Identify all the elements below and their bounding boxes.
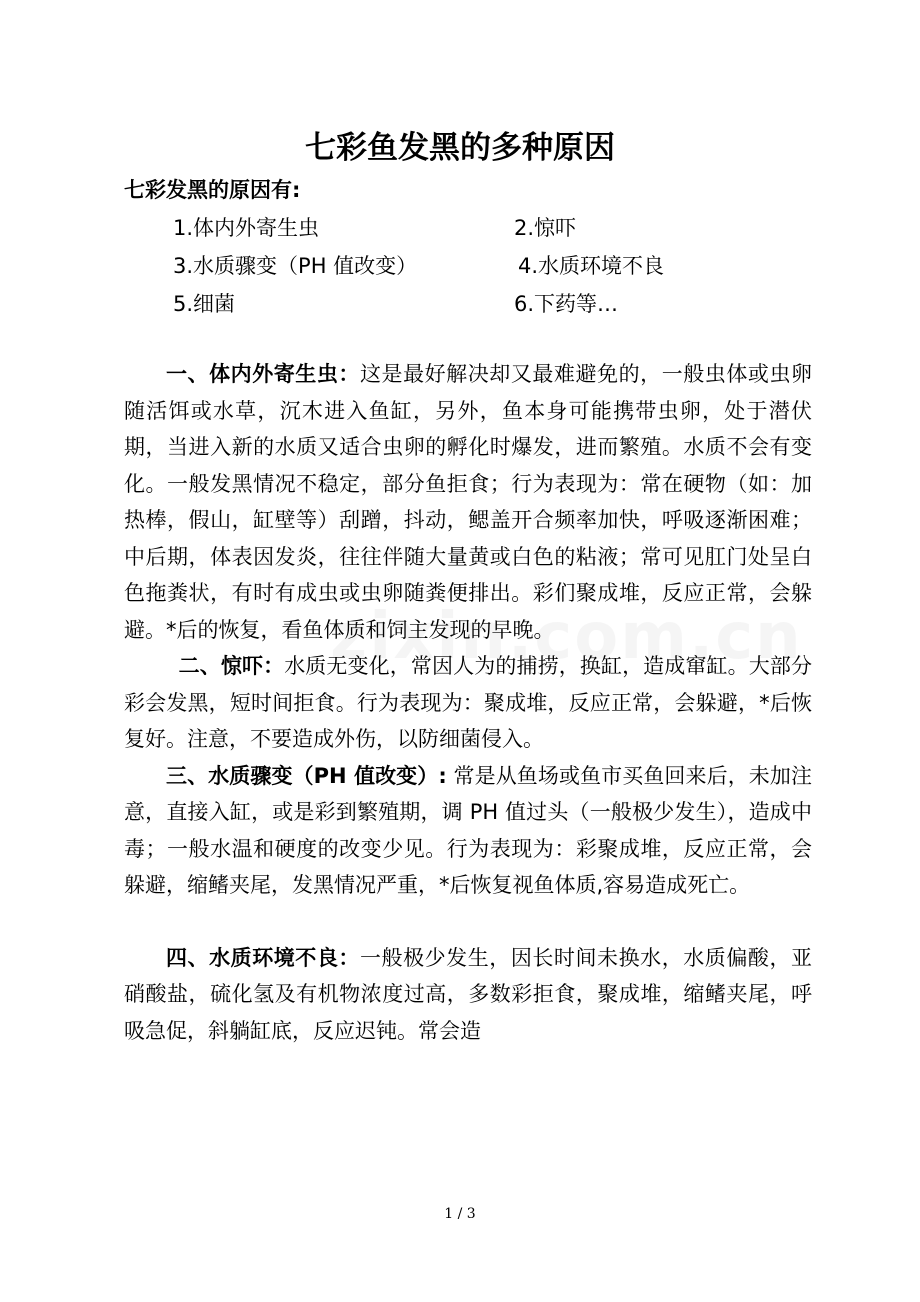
section-heading: 三、水质骤变（PH 值改变）: bbox=[166, 763, 447, 788]
section-water-change bbox=[124, 758, 812, 904]
section-parasites bbox=[124, 356, 812, 648]
section-text: 常是从鱼场或鱼市买鱼回来后，未加注意，直接入缸，或是彩到繁殖期，调 PH 值过头（一般极少发生），造成中毒；一般水温和硬度的改变少见。行为表现为：彩聚成堆，反应正常，会躲避，缩鳍夹尾，发黑情况严重，*后恢复视鱼体质,容易造成死亡。 bbox=[124, 763, 812, 897]
document-title: 七彩鱼发黑的多种原因 bbox=[305, 130, 615, 166]
cause-item-6: 6.下药等… bbox=[514, 292, 619, 316]
page-number: 1 / 3 bbox=[444, 1206, 476, 1222]
cause-item-3: 3.水质骤变（PH 值改变） bbox=[173, 254, 418, 278]
cause-item-5: 5.细菌 bbox=[173, 292, 236, 316]
cause-item-1: 1.体内外寄生虫 bbox=[173, 216, 320, 240]
section-text: 这是最好解决却又最难避免的，一般虫体或虫卵随活饵或水草，沉木进入鱼缸，另外，鱼本身可能携带虫卵，处于潜伏期，当进入新的水质又适合虫卵的孵化时爆发，进而繁殖。水质不会有变化。一般发黑情况不稳定，部分鱼拒食；行为表现为：常在硬物（如：加热棒，假山，缸壁等）刮蹭，抖动，鳃盖开合频率加快，呼吸逐渐困难；中后期，体表因发炎，往往伴随大量黄或白色的粘液；常可见肛门处呈白色拖粪状，有时有成虫或虫卵随粪便排出。彩们聚成堆，反应正常，会躲避。*后的恢复，看鱼体质和饲主发现的早晚。 bbox=[124, 362, 813, 642]
section-heading: 二、惊吓： bbox=[178, 654, 285, 678]
section-poor-water bbox=[124, 940, 812, 1050]
causes-heading: 七彩发黑的原因有: bbox=[124, 178, 301, 202]
section-text: 一般极少发生，因长时间未换水，水质偏酸，亚硝酸盐，硫化氢及有机物浓度过高，多数彩拒食，聚成堆，缩鳍夹尾，呼吸急促，斜躺缸底，反应迟钝。常会造 bbox=[124, 945, 813, 1043]
document-body bbox=[124, 356, 812, 1049]
section-fright bbox=[124, 648, 812, 758]
cause-item-4: 4.水质环境不良 bbox=[518, 254, 665, 278]
section-heading: 四、水质环境不良： bbox=[166, 945, 360, 970]
section-heading: 一、体内外寄生虫： bbox=[166, 362, 360, 386]
section-text: 水质无变化，常因人为的捕捞，换缸，造成窜缸。大部分彩会发黑，短时间拒食。行为表现为：聚成堆，反应正常，会躲避，*后恢复好。注意，不要造成外伤，以防细菌侵入。 bbox=[124, 654, 813, 751]
cause-item-2: 2.惊吓 bbox=[514, 216, 577, 240]
